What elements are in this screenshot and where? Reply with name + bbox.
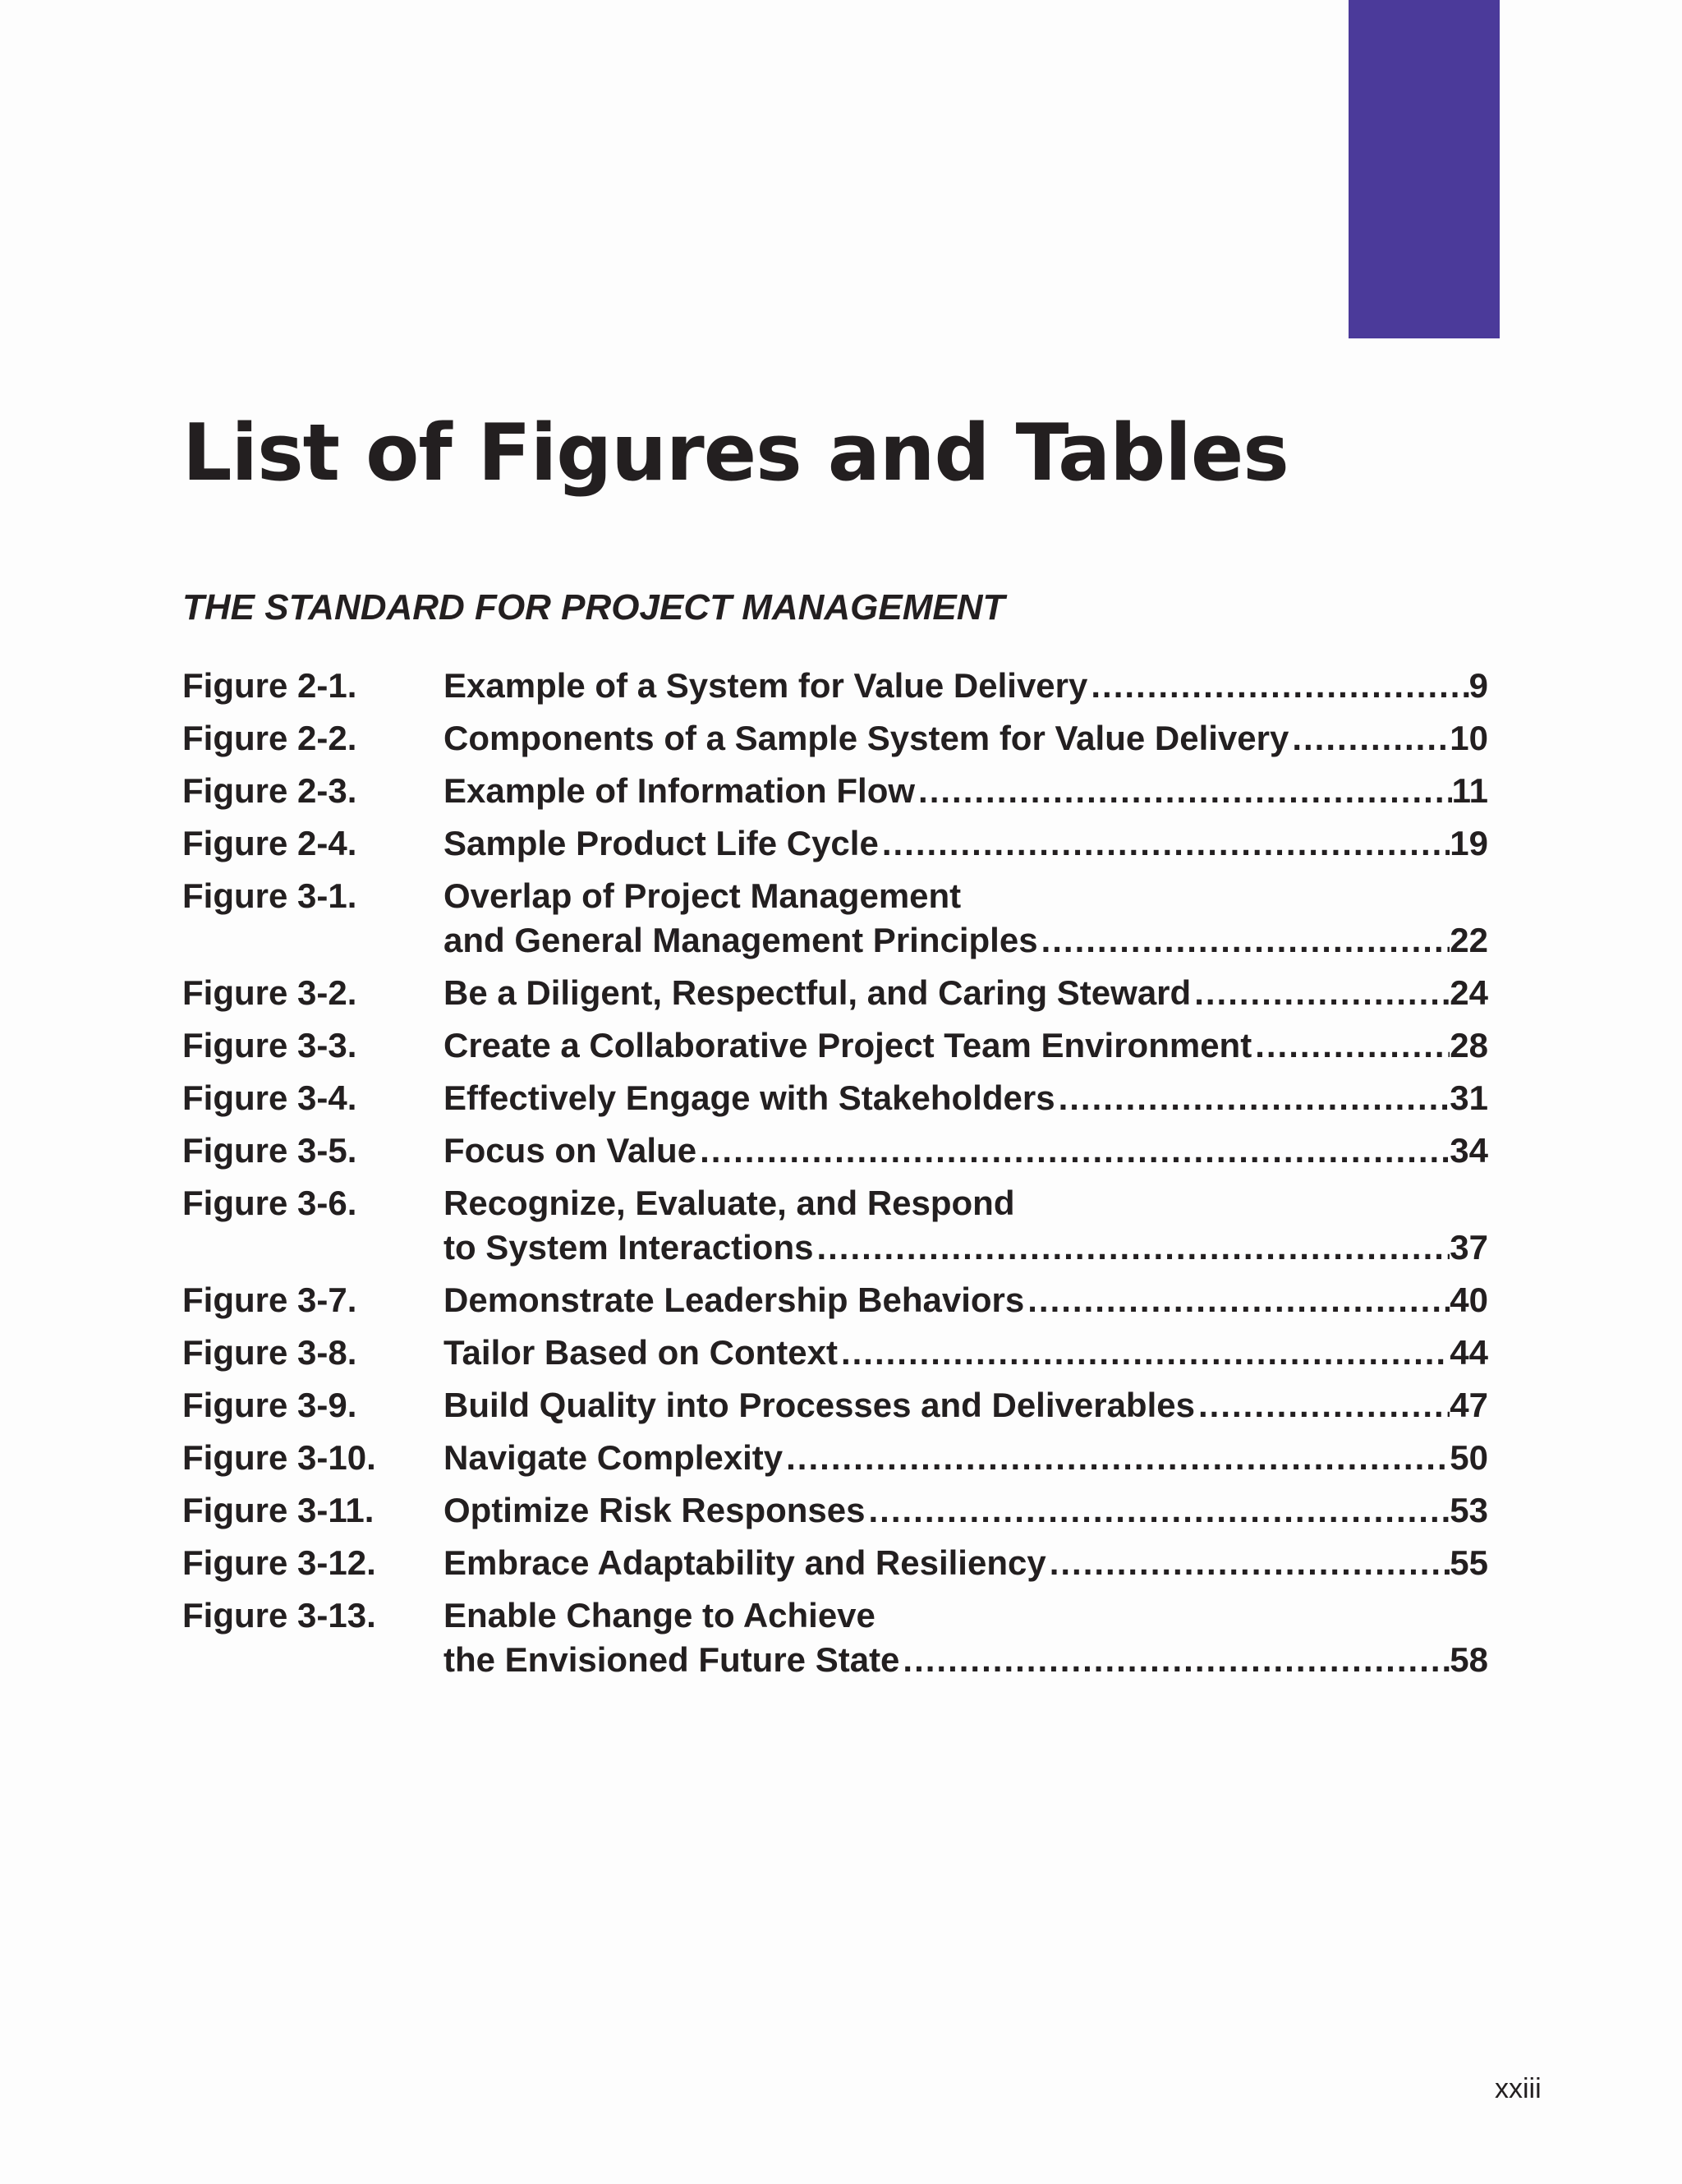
dot-leader: [1191, 971, 1450, 1015]
entry-page-number: 24: [1450, 973, 1488, 1012]
figure-number: Figure 3-11.: [182, 1491, 375, 1529]
entry-title-line: [443, 971, 1488, 1015]
dot-leader: [915, 769, 1452, 813]
chapter-tab-block: [1349, 0, 1500, 338]
entry-body: [443, 874, 1488, 963]
figure-number: Figure 3-9.: [182, 1386, 357, 1424]
toc-entry-3-2[interactable]: [182, 971, 1488, 1015]
entry-body: [443, 1488, 1488, 1533]
entry-title-line: [443, 1488, 1488, 1533]
dot-leader: [1024, 1278, 1450, 1322]
toc-entry-3-12[interactable]: [182, 1541, 1488, 1585]
entry-page-number: 44: [1450, 1333, 1488, 1372]
entry-title: and General Management Principles: [443, 921, 1038, 959]
entry-page-number: 34: [1450, 1131, 1488, 1170]
entry-title-line: [443, 1225, 1488, 1270]
dot-leader: [1252, 1023, 1450, 1068]
figure-number: Figure 3-8.: [182, 1333, 357, 1372]
entry-title-line: [443, 1383, 1488, 1428]
entry-page-number: 55: [1450, 1543, 1488, 1582]
entry-title: Be a Diligent, Respectful, and Caring Steward: [443, 973, 1192, 1012]
toc-entry-3-9[interactable]: [182, 1383, 1488, 1428]
entry-page-number: 58: [1450, 1640, 1488, 1679]
dot-leader: [1046, 1541, 1450, 1585]
entry-title-line: [443, 1129, 1488, 1173]
figure-number: Figure 2-4.: [182, 824, 357, 862]
figure-number: Figure 3-6.: [182, 1184, 357, 1222]
entry-title: the Envisioned Future State: [443, 1640, 900, 1679]
entry-body: [443, 1331, 1488, 1375]
entry-page-number: 47: [1450, 1386, 1488, 1424]
figure-number: Figure 3-12.: [182, 1543, 376, 1582]
entry-body: [443, 1129, 1488, 1173]
entry-title: Components of a Sample System for Value Delivery: [443, 719, 1289, 757]
entry-body: [443, 1181, 1488, 1270]
toc-entry-3-3[interactable]: [182, 1023, 1488, 1068]
toc-entry-3-6[interactable]: [182, 1181, 1488, 1270]
figure-number: Figure 2-2.: [182, 719, 357, 757]
figure-number: Figure 3-7.: [182, 1281, 357, 1319]
entry-body: [443, 1278, 1488, 1322]
entry-title-line: [443, 1638, 1488, 1682]
entry-title-line: [443, 1278, 1488, 1322]
entry-title: to System Interactions: [443, 1228, 814, 1267]
figures-list: [182, 664, 1488, 1690]
entry-title: Example of Information Flow: [443, 771, 916, 810]
entry-title-line: [443, 716, 1488, 761]
entry-page-number: 37: [1450, 1228, 1488, 1267]
dot-leader: [866, 1488, 1450, 1533]
entry-title-first-line: Enable Change to Achieve: [443, 1596, 875, 1635]
toc-entry-3-11[interactable]: [182, 1488, 1488, 1533]
dot-leader: [783, 1436, 1450, 1480]
entry-body: [443, 1076, 1488, 1120]
page-number: xxiii: [1495, 2073, 1542, 2104]
entry-title: Effectively Engage with Stakeholders: [443, 1078, 1055, 1117]
figure-number: Figure 3-13.: [182, 1596, 376, 1635]
toc-entry-2-2[interactable]: [182, 716, 1488, 761]
dot-leader: [1087, 664, 1468, 708]
dot-leader: [1289, 716, 1450, 761]
toc-entry-3-4[interactable]: [182, 1076, 1488, 1120]
entry-title: Embrace Adaptability and Resiliency: [443, 1543, 1046, 1582]
figure-number: Figure 3-4.: [182, 1078, 357, 1117]
entry-title-line: [443, 664, 1488, 708]
entry-title-line: [443, 821, 1488, 866]
figure-number: Figure 2-1.: [182, 666, 357, 705]
entry-title-line: [443, 1436, 1488, 1480]
entry-title: Create a Collaborative Project Team Environment: [443, 1026, 1252, 1064]
dot-leader: [696, 1129, 1450, 1173]
figure-number: Figure 3-2.: [182, 973, 357, 1012]
figure-number: Figure 2-3.: [182, 771, 357, 810]
entry-body: [443, 1383, 1488, 1428]
entry-title: Focus on Value: [443, 1131, 697, 1170]
entry-title: Optimize Risk Responses: [443, 1491, 866, 1529]
entry-page-number: 9: [1468, 666, 1488, 705]
entry-title: Tailor Based on Context: [443, 1333, 838, 1372]
entry-title-line: [443, 1023, 1488, 1068]
entry-title-line: [443, 1541, 1488, 1585]
entry-title-first-line: Overlap of Project Management: [443, 876, 962, 915]
entry-page-number: 53: [1450, 1491, 1488, 1529]
figure-number: Figure 3-10.: [182, 1438, 376, 1477]
entry-page-number: 10: [1450, 719, 1488, 757]
entry-page-number: 31: [1450, 1078, 1488, 1117]
dot-leader: [1055, 1076, 1450, 1120]
entry-title: Sample Product Life Cycle: [443, 824, 879, 862]
toc-entry-3-7[interactable]: [182, 1278, 1488, 1322]
entry-title-line: [443, 769, 1488, 813]
dot-leader: [879, 821, 1450, 866]
entry-body: [443, 821, 1488, 866]
toc-entry-2-1[interactable]: [182, 664, 1488, 708]
dot-leader: [1195, 1383, 1450, 1428]
entry-body: [443, 769, 1488, 813]
entry-page-number: 11: [1451, 771, 1488, 810]
entry-body: [443, 716, 1488, 761]
toc-entry-3-13[interactable]: [182, 1593, 1488, 1682]
entry-body: [443, 1541, 1488, 1585]
entry-title: Navigate Complexity: [443, 1438, 784, 1477]
toc-entry-3-1[interactable]: [182, 874, 1488, 963]
toc-entry-3-10[interactable]: [182, 1436, 1488, 1480]
figure-number: Figure 3-1.: [182, 876, 357, 915]
toc-entry-3-8[interactable]: [182, 1331, 1488, 1375]
entry-page-number: 50: [1450, 1438, 1488, 1477]
entry-body: [443, 1023, 1488, 1068]
figure-number: Figure 3-5.: [182, 1131, 357, 1170]
dot-leader: [838, 1331, 1450, 1375]
entry-title: Example of a System for Value Delivery: [443, 666, 1088, 705]
dot-leader: [899, 1638, 1450, 1682]
toc-entry-3-5[interactable]: [182, 1129, 1488, 1173]
dot-leader: [813, 1225, 1450, 1270]
page-title: List of Figures and Tables: [182, 408, 1289, 499]
toc-entry-2-3[interactable]: [182, 769, 1488, 813]
entry-title-first-line: Recognize, Evaluate, and Respond: [443, 1184, 1015, 1222]
entry-title: Demonstrate Leadership Behaviors: [443, 1281, 1025, 1319]
entry-title-line: [443, 918, 1488, 963]
section-heading: THE STANDARD FOR PROJECT MANAGEMENT: [182, 587, 1005, 628]
entry-title: Build Quality into Processes and Deliverables: [443, 1386, 1195, 1424]
entry-body: [443, 971, 1488, 1015]
entry-page-number: 28: [1450, 1026, 1488, 1064]
entry-page-number: 19: [1450, 824, 1488, 862]
entry-body: [443, 1593, 1488, 1682]
toc-entry-2-4[interactable]: [182, 821, 1488, 866]
dot-leader: [1038, 918, 1450, 963]
entry-body: [443, 664, 1488, 708]
entry-title-line: [443, 1331, 1488, 1375]
figure-number: Figure 3-3.: [182, 1026, 357, 1064]
entry-page-number: 40: [1450, 1281, 1488, 1319]
entry-page-number: 22: [1450, 921, 1488, 959]
entry-body: [443, 1436, 1488, 1480]
entry-title-line: [443, 1076, 1488, 1120]
